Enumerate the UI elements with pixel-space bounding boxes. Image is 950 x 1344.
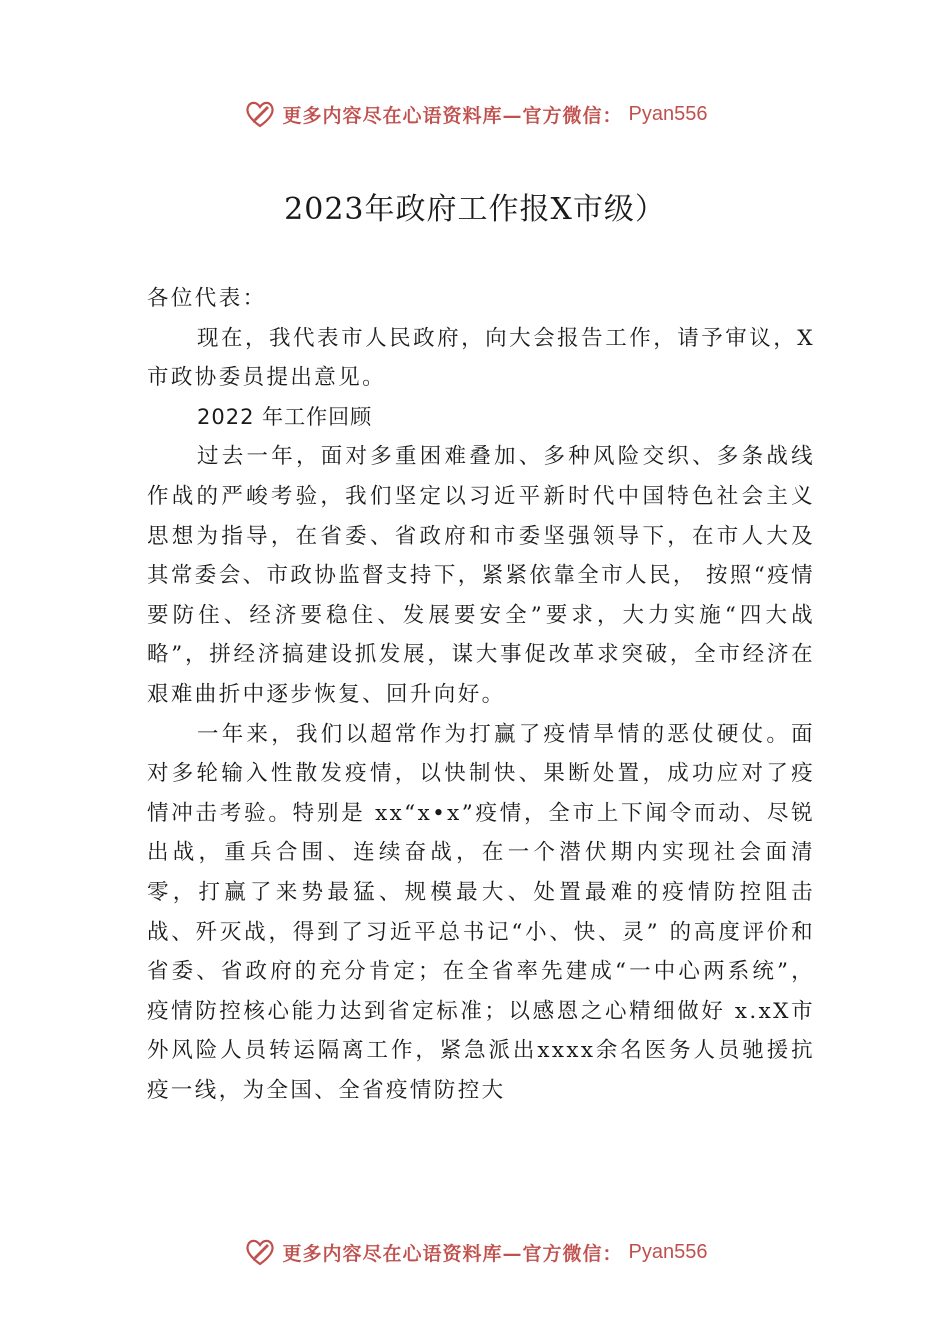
heart-pen-icon [243, 97, 277, 131]
watermark-account: Pyan556 [628, 102, 708, 125]
document-body [147, 279, 815, 1110]
salutation: 各位代表： [147, 286, 267, 311]
heart-pen-icon [243, 1235, 277, 1269]
intro-paragraph: 现在，我代表市人民政府，向大会报告工作，请予审议，X市政协委员提出意见。 [147, 325, 815, 391]
watermark-footer [0, 1232, 950, 1272]
watermark-account: Pyan556 [628, 1240, 708, 1263]
section-heading: 2022 年工作回顾 [197, 404, 373, 429]
body-paragraph: 过去一年，面对多重困难叠加、多种风险交织、多条战线作战的严峻考验，我们坚定以习近平新时代中国特色社会主义思想为指导，在省委、省政府和市委坚强领导下，在市人大及其常委会、市政协监督支持下，紧紧依靠全市人民， 按照“疫情要防住、经济要稳住、发展要安全”要求，大力实施“四大战略”，拼经济搞建设抓发展，谋大事促改革求突破，全市经济在艰难曲折中逐步恢复、回升向好。 [147, 444, 815, 707]
document-title: 2023年政府工作报X市级） [284, 192, 666, 227]
watermark-text: 更多内容尽在心语资料库—官方微信： [282, 104, 623, 127]
watermark-header [0, 94, 950, 134]
body-paragraph: 一年来，我们以超常作为打赢了疫情旱情的恶仗硬仗。面对多轮输入性散发疫情，以快制快、果断处置，成功应对了疫情冲击考验。特别是 xx“x•x”疫情，全市上下闻令而动、尽锐出战，重兵合围、连续奋战，在一个潜伏期内实现社会面清零，打赢了来势最猛、规模最大、处置最难的疫情防控阻击战、歼灭战，得到了习近平总书记“小、快、灵” 的高度评价和省委、省政府的充分肯定；在全省率先建成“一中心两系统”，疫情防控核心能力达到省定标准；以感恩之心精细做好 x.xX市外风险人员转运隔离工作，紧急派出xxxx余名医务人员驰援抗疫一线，为全国、全省疫情防控大 [147, 721, 815, 1103]
watermark-text: 更多内容尽在心语资料库—官方微信： [282, 1242, 623, 1265]
